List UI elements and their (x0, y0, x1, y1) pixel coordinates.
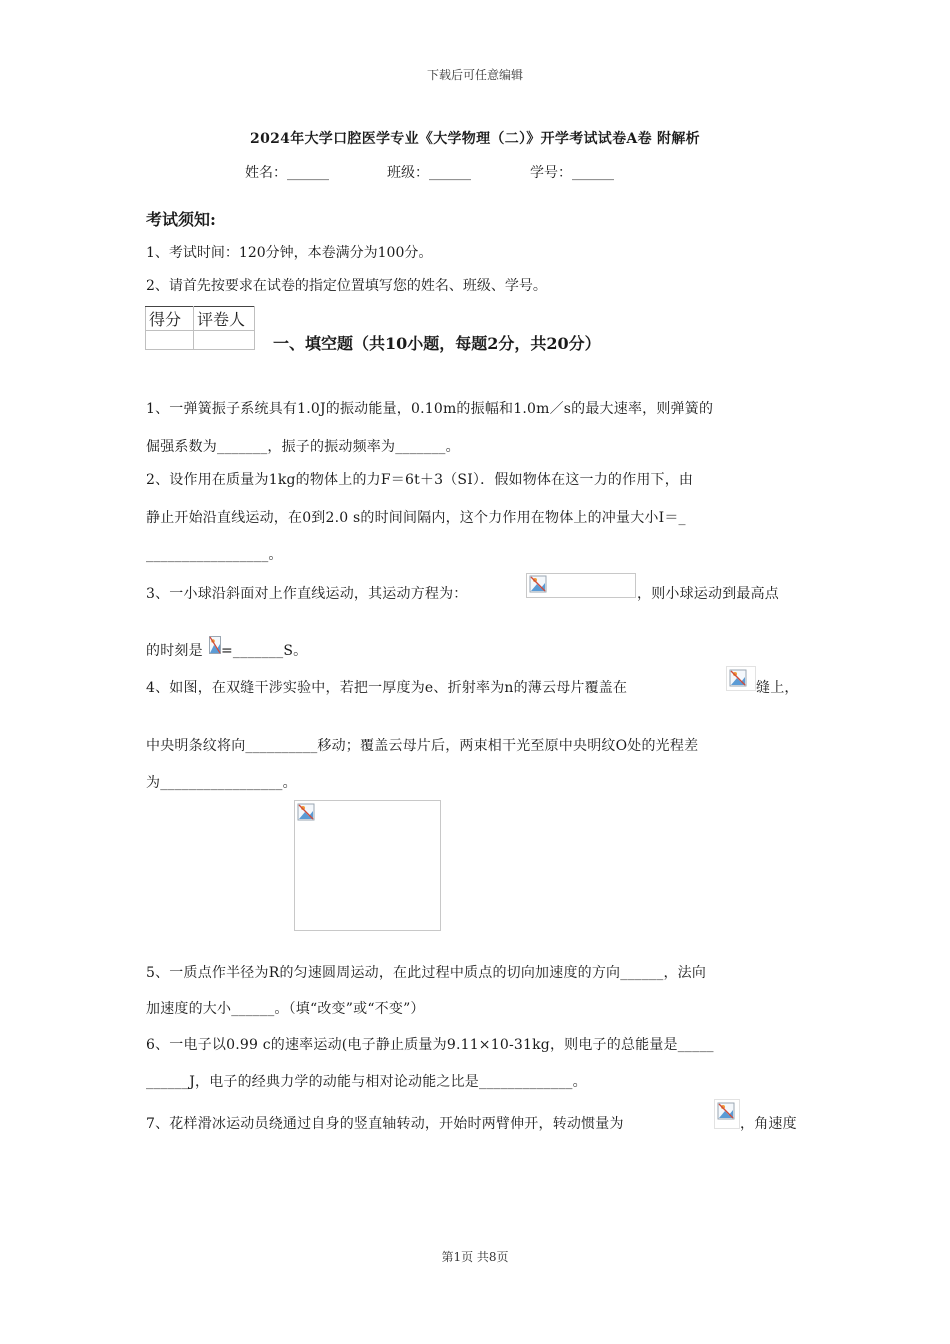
class-field-label: 班级：______ (387, 165, 471, 181)
broken-image-icon (529, 575, 547, 593)
question-3-line-1-tail: ，则小球运动到最高点 (637, 586, 779, 602)
question-5-line-2: 加速度的大小______。（填“改变”或“不变”） (146, 1001, 425, 1017)
score-table (145, 306, 255, 350)
double-slit-figure (294, 800, 441, 931)
inertia-image (714, 1099, 740, 1129)
notice-item: 2、请首先按要求在试卷的指定位置填写您的姓名、班级、学号。 (146, 278, 547, 294)
equation-image (526, 573, 636, 598)
question-7-line-1: 7、花样滑冰运动员绕通过自身的竖直轴转动，开始时两臂伸开，转动惯量为 (146, 1116, 624, 1132)
notice-heading: 考试须知: (146, 210, 216, 229)
slit-image (726, 666, 756, 691)
question-6-line-2: ______J，电子的经典力学的动能与相对论动能之比是_____________。 (146, 1074, 587, 1090)
question-1-line-2: 倔强系数为_______，振子的振动频率为_______。 (146, 439, 460, 455)
question-7-line-1-tail: ，角速度 (740, 1116, 797, 1132)
notice-item: 1、考试时间：120分钟，本卷满分为100分。 (146, 245, 433, 261)
page-title: 2024年大学口腔医学专业《大学物理（二）》开学考试试卷A卷 附解析 (250, 131, 700, 147)
broken-image-icon (297, 803, 315, 821)
question-6-line-1: 6、一电子以0.99 c的速率运动(电子静止质量为9.11×10-31kg，则电子的总能量是_____ (146, 1037, 714, 1053)
grader-header: 评卷人 (194, 307, 255, 331)
question-3-line-2-tail: =_______S。 (221, 643, 308, 659)
question-5-line-1: 5、一质点作半径为R的匀速圆周运动，在此过程中质点的切向加速度的方向______，法向 (146, 965, 707, 981)
page-footer: 第1页 共8页 (441, 1250, 509, 1264)
question-3-line-2: 的时刻是 (146, 643, 203, 659)
question-2-line-2: 静止开始沿直线运动，在0到2.0 s的时间间隔内，这个力作用在物体上的冲量大小I＝_ (146, 510, 686, 526)
broken-image-icon (729, 669, 747, 687)
question-3-line-1: 3、一小球沿斜面对上作直线运动，其运动方程为： (146, 586, 468, 602)
student-id-field-label: 学号：______ (530, 165, 614, 181)
grader-cell (194, 331, 255, 350)
question-4-line-3: 为_________________。 (146, 775, 297, 791)
question-4-line-1: 4、如图，在双缝干涉实验中，若把一厚度为e、折射率为n的薄云母片覆盖在 (146, 680, 628, 696)
score-cell (146, 331, 194, 350)
question-2-line-3: _________________。 (146, 547, 283, 563)
question-4-line-1-tail: 缝上， (756, 680, 799, 696)
name-field-label: 姓名：______ (245, 165, 329, 181)
question-1-line-1: 1、一弹簧振子系统具有1.0J的振动能量，0.10m的振幅和1.0m／s的最大速率，则弹簧的 (146, 401, 714, 417)
question-4-line-2: 中央明条纹将向__________移动；覆盖云母片后，两束相干光至原中央明纹O处的光程差 (146, 738, 699, 754)
part1-title: 一、填空题（共10小题，每题2分，共20分） (273, 334, 601, 353)
broken-image-icon (209, 636, 221, 654)
question-2-line-1: 2、设作用在质量为1kg的物体上的力F＝6t＋3（SI）．假如物体在这一力的作用下，由 (146, 472, 694, 488)
header-note: 下载后可任意编辑 (426, 68, 523, 82)
broken-image-icon (717, 1102, 735, 1120)
score-header: 得分 (146, 307, 194, 331)
